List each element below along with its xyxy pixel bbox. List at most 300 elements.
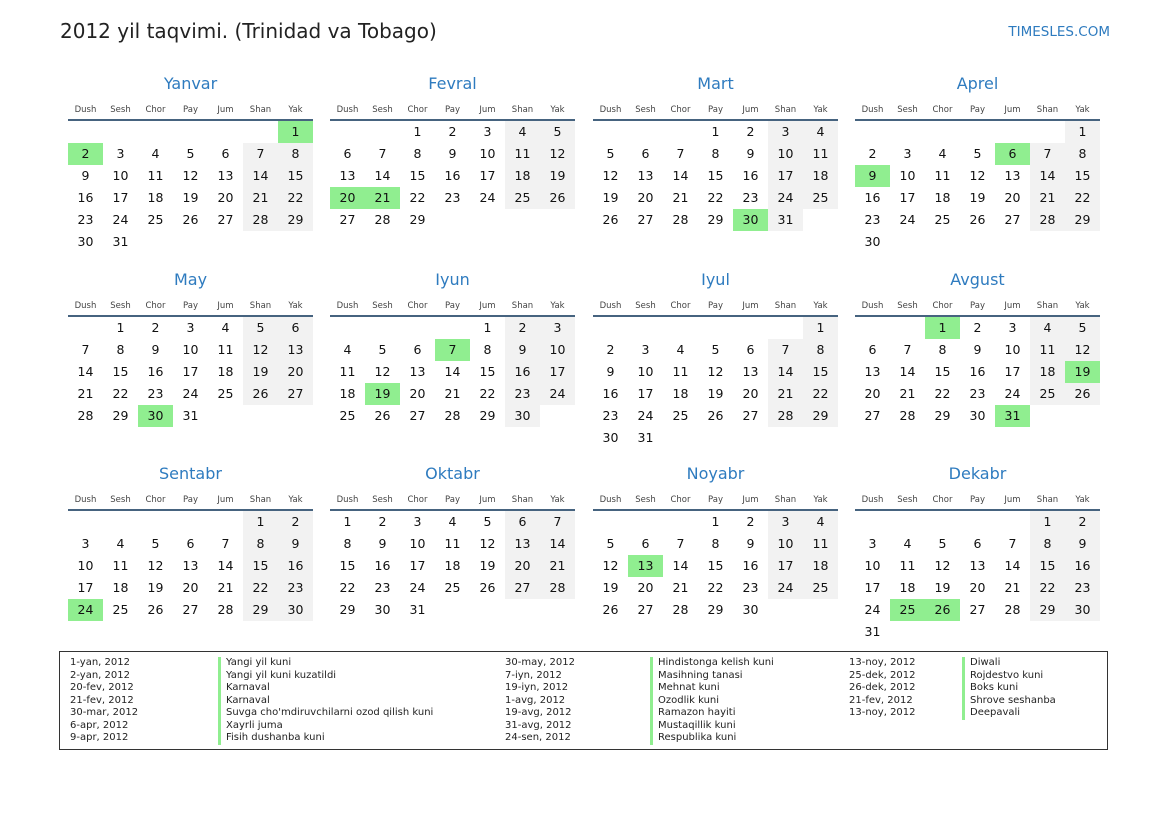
day-cell: 14 bbox=[217, 558, 234, 573]
empty-day-cell bbox=[243, 121, 278, 143]
day-cell: 8 bbox=[413, 146, 422, 161]
day-cell: 28 bbox=[1004, 602, 1021, 617]
day-cell: 29 bbox=[243, 599, 278, 621]
day-cell: 26 bbox=[479, 580, 496, 595]
holiday-date: 25-dek, 2012 bbox=[849, 669, 916, 681]
empty-day-cell bbox=[365, 317, 400, 339]
day-cell: 8 bbox=[116, 342, 125, 357]
day-cell: 21 bbox=[444, 386, 461, 401]
weekday-label: Jum bbox=[1004, 301, 1021, 311]
day-cell: 23 bbox=[969, 386, 986, 401]
day-cell: 13 bbox=[864, 364, 881, 379]
day-cell: 4 bbox=[448, 514, 457, 529]
day-cell: 29 bbox=[409, 212, 426, 227]
day-cell: 6 bbox=[868, 342, 877, 357]
weekday-label: Shan bbox=[249, 495, 272, 505]
day-cell: 29 bbox=[707, 602, 724, 617]
day-cell: 5 bbox=[606, 536, 615, 551]
day-cell: 7 bbox=[676, 146, 685, 161]
day-cell: 14 bbox=[444, 364, 461, 379]
holiday-date: 2-yan, 2012 bbox=[70, 669, 130, 681]
holiday-date: 6-apr, 2012 bbox=[70, 719, 129, 731]
weekday-label: Pay bbox=[445, 105, 460, 115]
empty-day-cell bbox=[890, 317, 925, 339]
day-cell: 27 bbox=[742, 408, 759, 423]
day-cell: 16 bbox=[864, 190, 881, 205]
day-cell: 14 bbox=[899, 364, 916, 379]
weekday-label: Pay bbox=[708, 105, 723, 115]
empty-day-cell bbox=[103, 511, 138, 533]
holiday-date: 19-avg, 2012 bbox=[505, 707, 572, 718]
day-cell: 20 bbox=[1004, 190, 1021, 205]
days-grid bbox=[593, 511, 838, 621]
day-cell: 23 bbox=[444, 190, 461, 205]
weekday-label: Shan bbox=[511, 301, 534, 311]
holiday-name: Fisih dushanba kuni bbox=[218, 732, 433, 745]
weekday-label: Yak bbox=[1075, 301, 1090, 311]
day-cell: 21 bbox=[1030, 187, 1065, 209]
day-cell: 12 bbox=[147, 558, 164, 573]
empty-day-cell bbox=[103, 121, 138, 143]
days-grid bbox=[68, 121, 313, 253]
day-cell: 10 bbox=[479, 146, 496, 161]
weekday-label: Sesh bbox=[110, 301, 131, 311]
holiday-date: 1-avg, 2012 bbox=[505, 694, 566, 706]
day-cell: 21 bbox=[217, 580, 234, 595]
day-cell: 9 bbox=[746, 146, 755, 161]
weekday-header bbox=[593, 495, 838, 505]
day-cell: 16 bbox=[444, 168, 461, 183]
weekday-label: Chor bbox=[932, 495, 953, 505]
day-cell: 28 bbox=[540, 577, 575, 599]
empty-day-cell bbox=[698, 317, 733, 339]
day-cell: 20 bbox=[969, 580, 986, 595]
empty-day-cell bbox=[208, 121, 243, 143]
day-cell: 28 bbox=[768, 405, 803, 427]
weekday-label: Yak bbox=[1075, 105, 1090, 115]
empty-day-cell bbox=[663, 121, 698, 143]
month-name: Noyabr bbox=[686, 464, 745, 483]
day-cell: 10 bbox=[864, 558, 881, 573]
day-cell: 10 bbox=[768, 533, 803, 555]
weekday-label: Yak bbox=[288, 301, 303, 311]
month-sentabr bbox=[68, 464, 313, 654]
day-cell: 6 bbox=[641, 536, 650, 551]
day-cell: 23 bbox=[742, 580, 759, 595]
day-cell: 11 bbox=[147, 168, 164, 183]
weekday-label: Jum bbox=[742, 301, 759, 311]
day-cell: 22 bbox=[934, 386, 951, 401]
weekday-label: Jum bbox=[742, 105, 759, 115]
day-cell: 23 bbox=[864, 212, 881, 227]
day-cell: 7 bbox=[676, 536, 685, 551]
day-cell: 3 bbox=[1008, 320, 1017, 335]
day-cell: 19 bbox=[147, 580, 164, 595]
empty-day-cell bbox=[855, 121, 890, 143]
day-cell: 21 bbox=[77, 386, 94, 401]
day-cell: 13 bbox=[182, 558, 199, 573]
empty-day-cell bbox=[68, 121, 103, 143]
day-cell: 25 bbox=[444, 580, 461, 595]
day-cell: 15 bbox=[112, 364, 129, 379]
day-cell: 28 bbox=[77, 408, 94, 423]
day-cell: 24 bbox=[768, 187, 803, 209]
month-name: Mart bbox=[697, 74, 734, 93]
holiday-day-cell: 31 bbox=[995, 405, 1030, 427]
day-cell: 4 bbox=[903, 536, 912, 551]
empty-day-cell bbox=[138, 121, 173, 143]
day-cell: 25 bbox=[1030, 383, 1065, 405]
day-cell: 31 bbox=[768, 209, 803, 231]
weekday-header bbox=[855, 301, 1100, 311]
day-cell: 6 bbox=[343, 146, 352, 161]
legend-dates-column bbox=[70, 657, 138, 745]
holiday-date: 9-apr, 2012 bbox=[70, 732, 129, 743]
day-cell: 23 bbox=[742, 190, 759, 205]
empty-day-cell bbox=[400, 317, 435, 339]
day-cell: 25 bbox=[112, 602, 129, 617]
day-cell: 27 bbox=[339, 212, 356, 227]
weekday-label: Chor bbox=[670, 105, 691, 115]
day-cell: 23 bbox=[374, 580, 391, 595]
empty-day-cell bbox=[855, 317, 890, 339]
weekday-label: Chor bbox=[932, 105, 953, 115]
holiday-name: Hindistonga kelish kuni bbox=[650, 657, 774, 670]
day-cell: 30 bbox=[742, 602, 759, 617]
day-cell: 22 bbox=[409, 190, 426, 205]
day-cell: 18 bbox=[339, 386, 356, 401]
day-cell: 21 bbox=[243, 187, 278, 209]
day-cell: 19 bbox=[540, 165, 575, 187]
weekday-label: Sesh bbox=[635, 301, 656, 311]
month-name: Yanvar bbox=[163, 74, 218, 93]
weekday-label: Yak bbox=[550, 105, 565, 115]
weekday-label: Shan bbox=[774, 301, 797, 311]
day-cell: 29 bbox=[479, 408, 496, 423]
day-cell: 15 bbox=[1065, 165, 1100, 187]
day-cell: 1 bbox=[116, 320, 125, 335]
day-cell: 26 bbox=[182, 212, 199, 227]
day-cell: 24 bbox=[182, 386, 199, 401]
holiday-date: 21-fev, 2012 bbox=[849, 694, 913, 706]
day-cell: 1 bbox=[1030, 511, 1065, 533]
day-cell: 6 bbox=[278, 317, 313, 339]
days-grid bbox=[855, 511, 1100, 643]
day-cell: 25 bbox=[934, 212, 951, 227]
day-cell: 19 bbox=[182, 190, 199, 205]
day-cell: 18 bbox=[672, 386, 689, 401]
holiday-name: Deepavali bbox=[962, 707, 1056, 720]
days-grid bbox=[855, 317, 1100, 427]
weekday-label: Chor bbox=[670, 495, 691, 505]
month-noyabr bbox=[593, 464, 838, 654]
day-cell: 5 bbox=[540, 121, 575, 143]
day-cell: 20 bbox=[742, 386, 759, 401]
day-cell: 2 bbox=[448, 124, 457, 139]
day-cell: 3 bbox=[641, 342, 650, 357]
day-cell: 5 bbox=[606, 146, 615, 161]
day-cell: 18 bbox=[803, 555, 838, 577]
holiday-date: 26-dek, 2012 bbox=[849, 682, 916, 693]
day-cell: 13 bbox=[409, 364, 426, 379]
holiday-day-cell: 21 bbox=[365, 187, 400, 209]
day-cell: 27 bbox=[637, 602, 654, 617]
day-cell: 9 bbox=[505, 339, 540, 361]
day-cell: 5 bbox=[711, 342, 720, 357]
day-cell: 30 bbox=[505, 405, 540, 427]
day-cell: 29 bbox=[707, 212, 724, 227]
day-cell: 17 bbox=[182, 364, 199, 379]
day-cell: 29 bbox=[1065, 209, 1100, 231]
weekday-label: Sesh bbox=[897, 301, 918, 311]
weekday-label: Dush bbox=[336, 495, 359, 505]
weekday-header bbox=[68, 105, 313, 115]
day-cell: 22 bbox=[707, 190, 724, 205]
day-cell: 11 bbox=[803, 533, 838, 555]
day-cell: 16 bbox=[1065, 555, 1100, 577]
day-cell: 10 bbox=[637, 364, 654, 379]
day-cell: 27 bbox=[505, 577, 540, 599]
day-cell: 5 bbox=[973, 146, 982, 161]
days-grid bbox=[593, 121, 838, 231]
month-iyun bbox=[330, 270, 575, 460]
weekday-label: Jum bbox=[217, 495, 234, 505]
day-cell: 24 bbox=[1004, 386, 1021, 401]
day-cell: 21 bbox=[672, 190, 689, 205]
weekday-header bbox=[68, 495, 313, 505]
empty-day-cell bbox=[628, 511, 663, 533]
day-cell: 14 bbox=[1004, 558, 1021, 573]
weekday-label: Chor bbox=[145, 495, 166, 505]
day-cell: 17 bbox=[409, 558, 426, 573]
day-cell: 27 bbox=[278, 383, 313, 405]
weekday-label: Dush bbox=[599, 105, 622, 115]
day-cell: 25 bbox=[147, 212, 164, 227]
day-cell: 13 bbox=[278, 339, 313, 361]
day-cell: 22 bbox=[1065, 187, 1100, 209]
weekday-label: Sesh bbox=[635, 495, 656, 505]
weekday-label: Dush bbox=[336, 301, 359, 311]
weekday-label: Chor bbox=[145, 105, 166, 115]
empty-day-cell bbox=[593, 317, 628, 339]
weekday-label: Dush bbox=[599, 495, 622, 505]
weekday-label: Sesh bbox=[897, 105, 918, 115]
holiday-name: Respublika kuni bbox=[650, 732, 774, 745]
day-cell: 30 bbox=[77, 234, 94, 249]
day-cell: 3 bbox=[116, 146, 125, 161]
day-cell: 15 bbox=[707, 558, 724, 573]
weekday-header bbox=[330, 105, 575, 115]
day-cell: 15 bbox=[409, 168, 426, 183]
empty-day-cell bbox=[330, 317, 365, 339]
days-grid bbox=[330, 121, 575, 231]
weekday-label: Dush bbox=[861, 495, 884, 505]
day-cell: 4 bbox=[1030, 317, 1065, 339]
day-cell: 16 bbox=[742, 558, 759, 573]
month-aprel bbox=[855, 74, 1100, 264]
weekday-label: Shan bbox=[1036, 105, 1059, 115]
page-title: 2012 yil taqvimi. (Trinidad va Tobago) bbox=[60, 19, 437, 43]
holiday-name: Mustaqillik kuni bbox=[650, 720, 774, 733]
day-cell: 5 bbox=[1065, 317, 1100, 339]
weekday-label: Chor bbox=[932, 301, 953, 311]
holiday-day-cell: 7 bbox=[435, 339, 470, 361]
weekday-label: Yak bbox=[550, 495, 565, 505]
day-cell: 28 bbox=[243, 209, 278, 231]
day-cell: 14 bbox=[540, 533, 575, 555]
day-cell: 17 bbox=[1004, 364, 1021, 379]
holiday-name: Karnaval bbox=[218, 695, 433, 708]
day-cell: 8 bbox=[278, 143, 313, 165]
day-cell: 20 bbox=[217, 190, 234, 205]
holiday-name: Mehnat kuni bbox=[650, 682, 774, 695]
month-mart bbox=[593, 74, 838, 264]
day-cell: 8 bbox=[483, 342, 492, 357]
weekday-label: Jum bbox=[479, 105, 496, 115]
weekday-label: Jum bbox=[1004, 105, 1021, 115]
day-cell: 1 bbox=[243, 511, 278, 533]
holiday-name: Ramazon hayiti bbox=[650, 707, 774, 720]
day-cell: 4 bbox=[803, 511, 838, 533]
day-cell: 10 bbox=[768, 143, 803, 165]
weekday-label: Dush bbox=[74, 105, 97, 115]
day-cell: 4 bbox=[343, 342, 352, 357]
day-cell: 7 bbox=[768, 339, 803, 361]
weekday-label: Jum bbox=[479, 495, 496, 505]
site-link[interactable]: TIMESLES.COM bbox=[1008, 24, 1110, 40]
day-cell: 14 bbox=[672, 168, 689, 183]
day-cell: 12 bbox=[374, 364, 391, 379]
weekday-label: Pay bbox=[970, 301, 985, 311]
day-cell: 24 bbox=[899, 212, 916, 227]
day-cell: 15 bbox=[934, 364, 951, 379]
day-cell: 25 bbox=[803, 187, 838, 209]
day-cell: 15 bbox=[479, 364, 496, 379]
holiday-name: Shrove seshanba bbox=[962, 695, 1056, 708]
weekday-label: Jum bbox=[217, 105, 234, 115]
weekday-label: Dush bbox=[599, 301, 622, 311]
empty-day-cell bbox=[960, 121, 995, 143]
day-cell: 7 bbox=[1008, 536, 1017, 551]
day-cell: 5 bbox=[483, 514, 492, 529]
empty-day-cell bbox=[173, 511, 208, 533]
month-may bbox=[68, 270, 313, 460]
day-cell: 6 bbox=[413, 342, 422, 357]
day-cell: 10 bbox=[182, 342, 199, 357]
month-name: Avgust bbox=[950, 270, 1005, 289]
legend-names-column bbox=[218, 657, 433, 745]
day-cell: 11 bbox=[803, 143, 838, 165]
day-cell: 16 bbox=[742, 168, 759, 183]
day-cell: 21 bbox=[540, 555, 575, 577]
day-cell: 12 bbox=[969, 168, 986, 183]
day-cell: 14 bbox=[672, 558, 689, 573]
weekday-header bbox=[855, 495, 1100, 505]
day-cell: 12 bbox=[243, 339, 278, 361]
day-cell: 21 bbox=[768, 383, 803, 405]
month-name: Fevral bbox=[428, 74, 477, 93]
day-cell: 6 bbox=[973, 536, 982, 551]
day-cell: 22 bbox=[479, 386, 496, 401]
day-cell: 13 bbox=[969, 558, 986, 573]
day-cell: 7 bbox=[243, 143, 278, 165]
day-cell: 3 bbox=[483, 124, 492, 139]
day-cell: 26 bbox=[243, 383, 278, 405]
legend-dates-column bbox=[849, 657, 916, 720]
weekday-label: Yak bbox=[288, 105, 303, 115]
day-cell: 5 bbox=[378, 342, 387, 357]
weekday-header bbox=[855, 105, 1100, 115]
day-cell: 13 bbox=[217, 168, 234, 183]
weekday-label: Pay bbox=[183, 495, 198, 505]
weekday-header bbox=[330, 495, 575, 505]
day-cell: 29 bbox=[112, 408, 129, 423]
legend-dates-column bbox=[505, 657, 575, 745]
day-cell: 13 bbox=[505, 533, 540, 555]
day-cell: 18 bbox=[505, 165, 540, 187]
holiday-date: 13-noy, 2012 bbox=[849, 707, 916, 718]
day-cell: 29 bbox=[339, 602, 356, 617]
weekday-label: Dush bbox=[74, 495, 97, 505]
weekday-label: Pay bbox=[445, 495, 460, 505]
empty-day-cell bbox=[925, 121, 960, 143]
day-cell: 7 bbox=[540, 511, 575, 533]
day-cell: 14 bbox=[243, 165, 278, 187]
day-cell: 12 bbox=[1065, 339, 1100, 361]
day-cell: 3 bbox=[413, 514, 422, 529]
day-cell: 9 bbox=[151, 342, 160, 357]
day-cell: 9 bbox=[278, 533, 313, 555]
day-cell: 23 bbox=[147, 386, 164, 401]
day-cell: 24 bbox=[768, 577, 803, 599]
day-cell: 17 bbox=[637, 386, 654, 401]
day-cell: 19 bbox=[479, 558, 496, 573]
day-cell: 21 bbox=[899, 386, 916, 401]
weekday-header bbox=[330, 301, 575, 311]
weekday-label: Chor bbox=[145, 301, 166, 311]
holiday-name: Yangi yil kuni kuzatildi bbox=[218, 670, 433, 683]
day-cell: 30 bbox=[1065, 599, 1100, 621]
day-cell: 9 bbox=[973, 342, 982, 357]
weekday-label: Sesh bbox=[635, 105, 656, 115]
day-cell: 27 bbox=[409, 408, 426, 423]
day-cell: 14 bbox=[1030, 165, 1065, 187]
day-cell: 4 bbox=[116, 536, 125, 551]
holiday-day-cell: 13 bbox=[628, 555, 663, 577]
holiday-name: Diwali bbox=[962, 657, 1056, 670]
day-cell: 16 bbox=[602, 386, 619, 401]
weekday-label: Shan bbox=[249, 105, 272, 115]
day-cell: 12 bbox=[602, 558, 619, 573]
day-cell: 12 bbox=[182, 168, 199, 183]
empty-day-cell bbox=[435, 317, 470, 339]
day-cell: 15 bbox=[339, 558, 356, 573]
day-cell: 28 bbox=[899, 408, 916, 423]
day-cell: 24 bbox=[112, 212, 129, 227]
day-cell: 1 bbox=[711, 514, 720, 529]
day-cell: 29 bbox=[803, 405, 838, 427]
day-cell: 1 bbox=[711, 124, 720, 139]
holiday-name: Rojdestvo kuni bbox=[962, 670, 1056, 683]
holiday-name: Karnaval bbox=[218, 682, 433, 695]
day-cell: 10 bbox=[899, 168, 916, 183]
day-cell: 11 bbox=[112, 558, 129, 573]
weekday-label: Jum bbox=[479, 301, 496, 311]
day-cell: 17 bbox=[864, 580, 881, 595]
weekday-label: Jum bbox=[217, 301, 234, 311]
empty-day-cell bbox=[1030, 121, 1065, 143]
holiday-date: 24-sen, 2012 bbox=[505, 732, 571, 743]
